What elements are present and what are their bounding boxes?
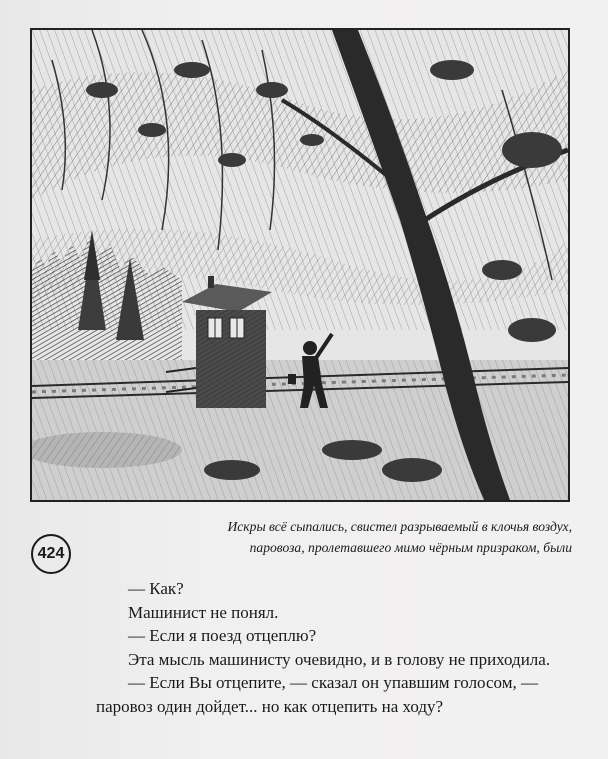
page-number-badge — [31, 534, 71, 574]
engraving-illustration — [30, 28, 570, 502]
text-line: — Если Вы отцепите, — сказал он упавшим голосом, — — [128, 673, 538, 693]
text-line: паровоз один дойдет... но как отцепить на ходу? — [96, 697, 444, 716]
caption-line: паровоза, пролетавшего мимо чёрным призраком, были — [249, 540, 572, 555]
page-number: 424 — [37, 545, 65, 562]
text-line: — Если я поезд отцеплю? — [128, 626, 317, 646]
caption-line: Искры всё сыпались, свистел разрываемый в клочья воздух, — [227, 519, 572, 534]
illustration-caption — [110, 516, 572, 558]
text-line: Эта мысль машинисту очевидно, и в голову не приходила. — [128, 649, 551, 669]
text-line: Машинист не понял. — [128, 602, 279, 622]
text-line: — Как? — [128, 579, 184, 598]
